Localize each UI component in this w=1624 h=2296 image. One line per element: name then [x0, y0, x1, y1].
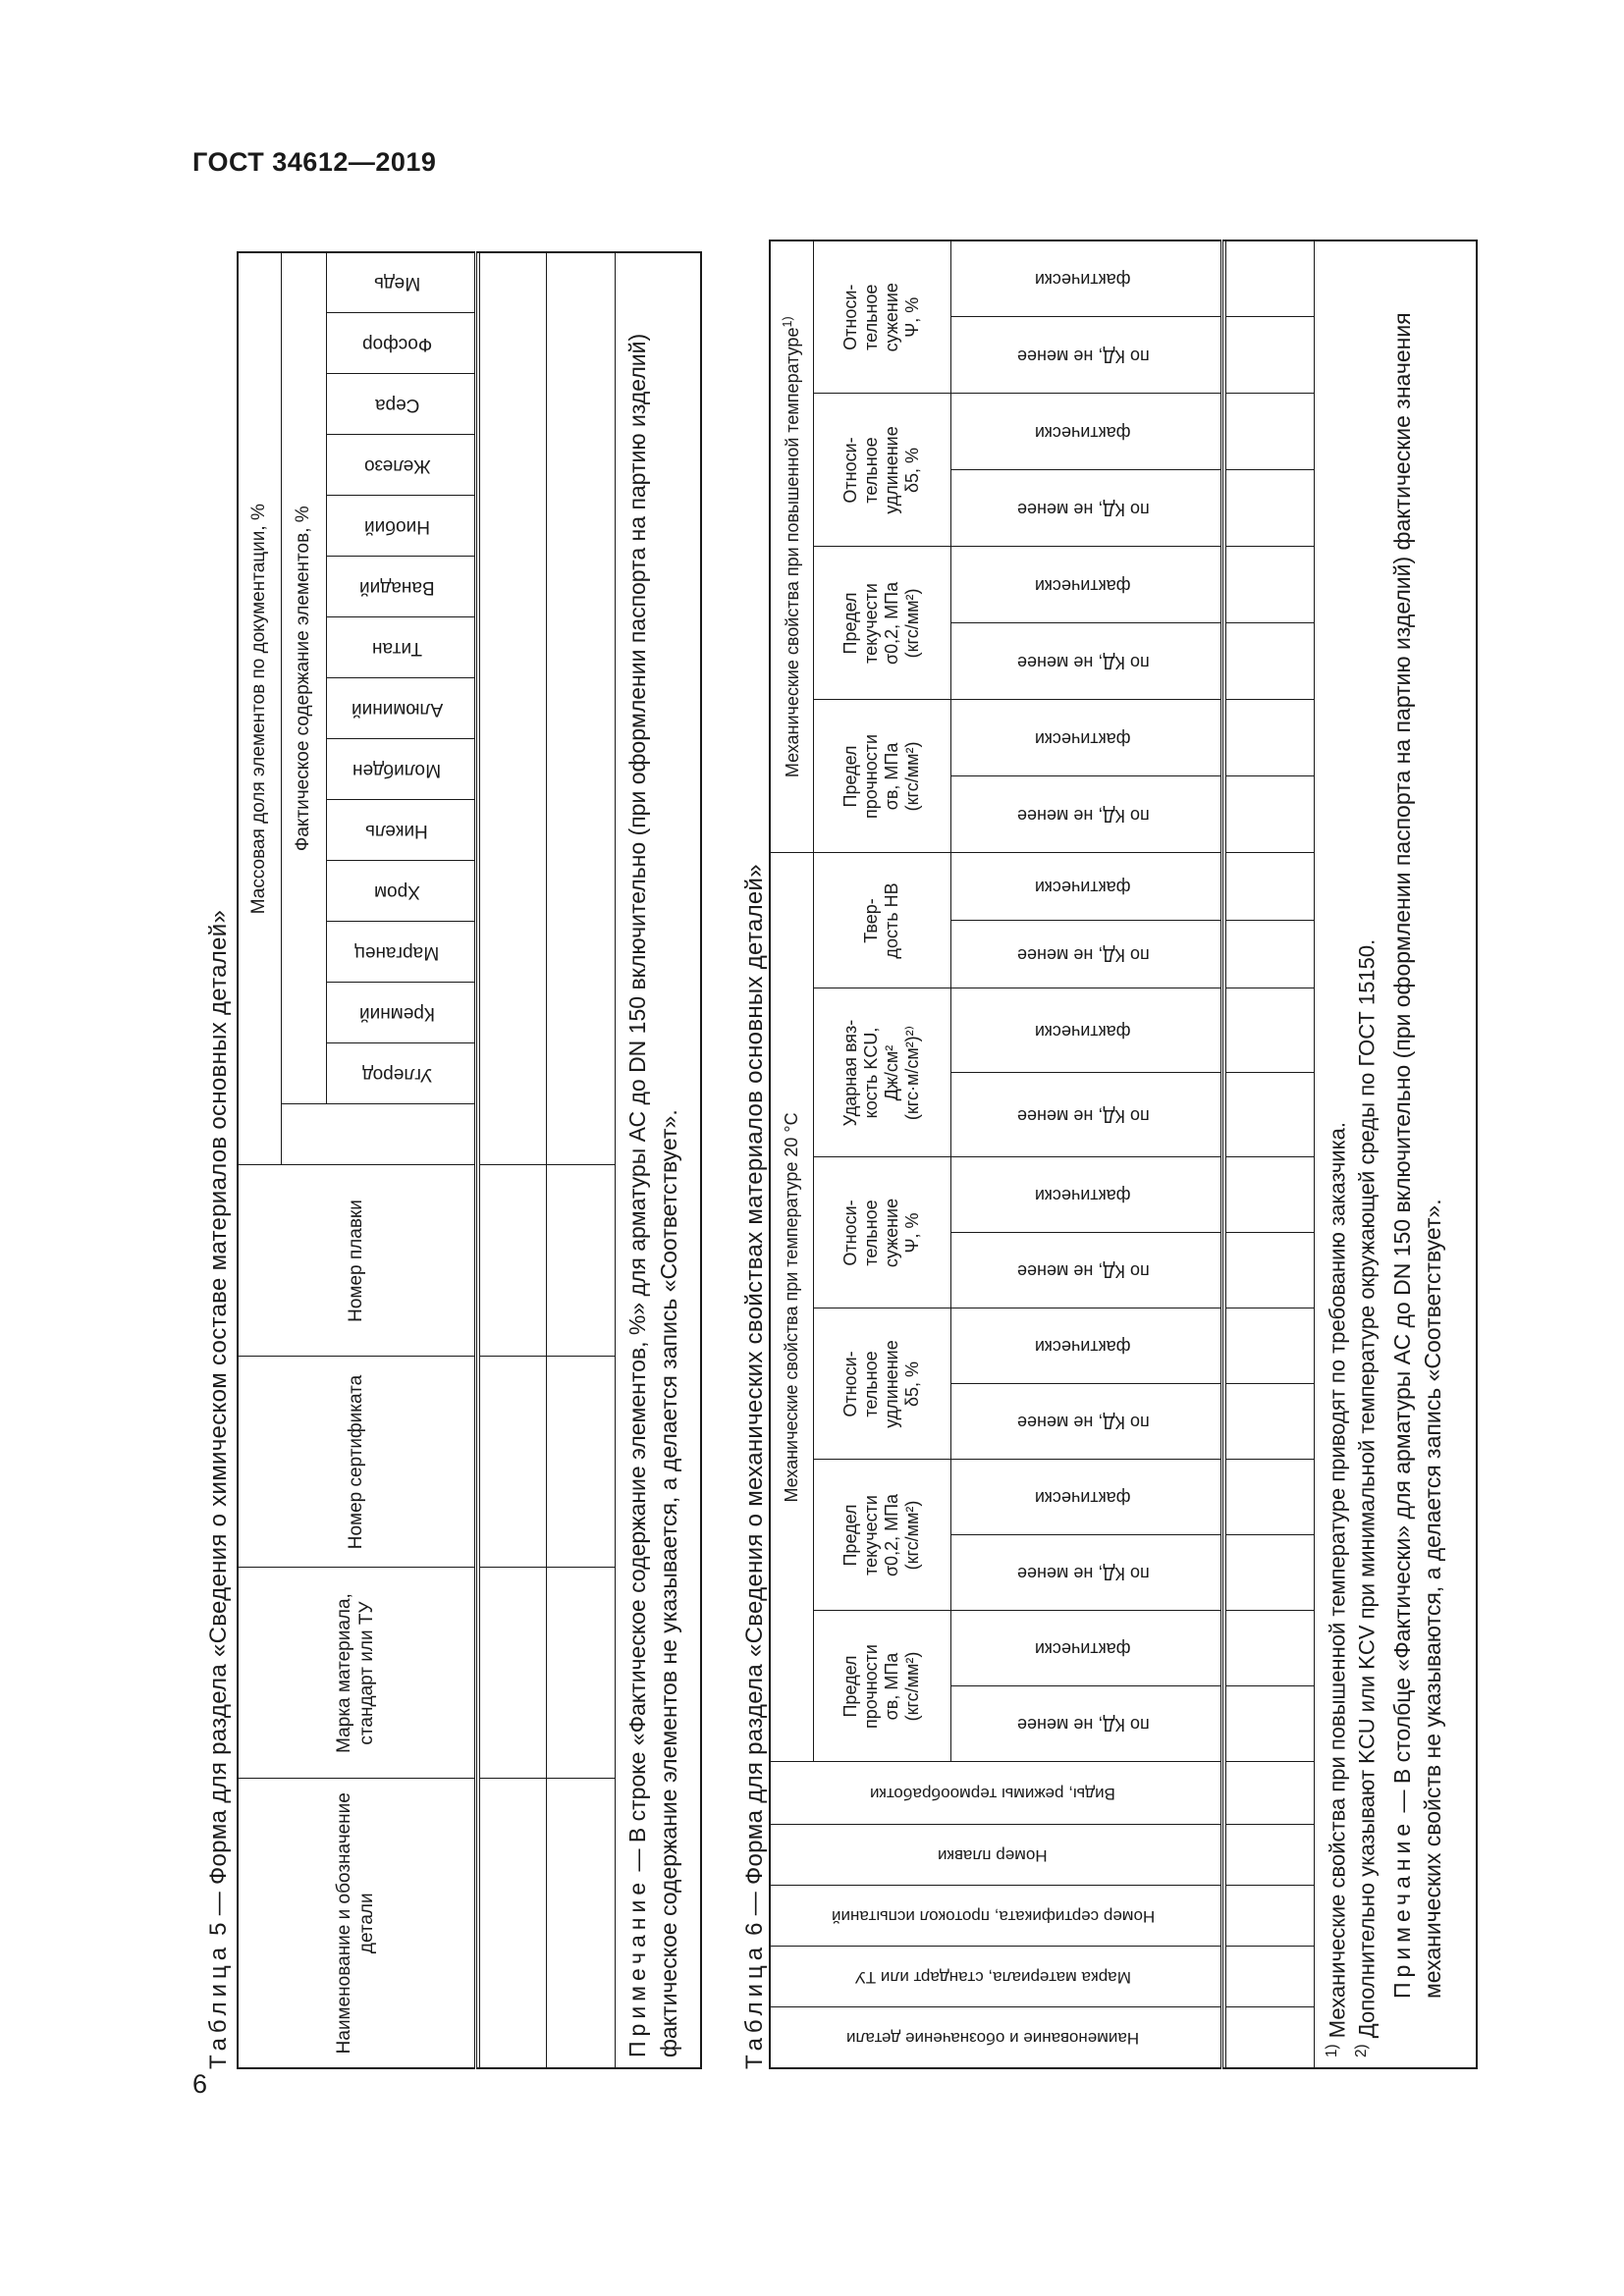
t5-cell	[479, 1568, 546, 1779]
t6-note	[1387, 251, 1449, 2057]
t6-row-label-text: Номер плавки	[938, 1846, 1049, 1866]
t6-actual-header	[950, 547, 1221, 623]
t6-min-header	[950, 921, 1221, 988]
t5-cell-mass	[479, 252, 546, 1165]
t6-actual-label: фактически	[1035, 728, 1131, 749]
t5-element-label: Фосфор	[361, 334, 432, 355]
t6-actual-header	[950, 240, 1221, 317]
t5-cell	[546, 1165, 615, 1357]
table5-caption-word: Таблица	[205, 1942, 232, 2069]
t5-element-label: Алюминий	[351, 699, 443, 721]
t5-element-label: Хром	[373, 881, 420, 903]
t6-prop-header: Предел прочности σв, МПа (кгс/мм²)	[813, 1611, 950, 1762]
t5-element	[326, 496, 475, 557]
t5-cell	[546, 1568, 615, 1779]
t6-actual-label: фактически	[1035, 1186, 1131, 1206]
t6-min-label: по КД, не менее	[1016, 1105, 1150, 1126]
t5-element-label: Медь	[373, 273, 420, 294]
t6-min-label: по КД, не менее	[1016, 945, 1150, 966]
t6-group-20: Механические свойства при температуре 20 °С	[770, 853, 813, 1762]
t6-prop-header: Относи- тельное удлинение δ5, %	[813, 1308, 950, 1460]
t5-cell-actual	[546, 252, 615, 1165]
t6-min-header	[950, 317, 1221, 394]
t6-actual-label: фактически	[1035, 878, 1131, 898]
t6-min-header	[950, 1384, 1221, 1460]
t6-min-header	[950, 623, 1221, 700]
t6-actual-header	[950, 394, 1221, 470]
t6-prop-header: Предел текучести σ0,2, МПа (кгс/мм²)	[813, 547, 950, 700]
t5-blank	[281, 1104, 475, 1165]
t6-min-label: по КД, не менее	[1016, 1564, 1150, 1584]
t5-element	[326, 617, 475, 678]
t5-element-label: Титан	[371, 638, 422, 660]
t6-data-cell	[1225, 1233, 1314, 1308]
t6-data-cell	[1225, 1384, 1314, 1460]
t6-data-cell	[1225, 1535, 1314, 1611]
t6-actual-header	[950, 1611, 1221, 1686]
t6-min-label: по КД, не менее	[1016, 1261, 1150, 1282]
t6-data-cell	[1225, 623, 1314, 700]
t6-data-cell	[1225, 317, 1314, 394]
t6-footnote-2-text: Дополнительно указывают KCU или KCV при минимальной температуре окружающей среды по ГОСТ 15150.	[1353, 938, 1379, 2039]
t6-prop-header: Предел прочности σв, МПа (кгс/мм²)	[813, 700, 950, 853]
t6-min-header	[950, 1535, 1221, 1611]
t6-prop-header: Относи- тельное сужение Ψ, %	[813, 240, 950, 394]
t5-element	[326, 983, 475, 1043]
t6-actual-header	[950, 1460, 1221, 1535]
t5-element-label: Ниобий	[363, 516, 430, 538]
t6-actual-label: фактически	[1035, 422, 1131, 443]
t6-actual-label: фактически	[1035, 1021, 1131, 1041]
t6-data-cell	[1225, 700, 1314, 776]
t6-actual-header	[950, 853, 1221, 921]
t6-row-label-text: Наименование и обозначение детали	[846, 2028, 1140, 2048]
t5-element	[326, 435, 475, 496]
t5-note-word: Примечание	[623, 1877, 650, 2057]
t6-min-label: по КД, не менее	[1016, 1715, 1150, 1735]
t6-min-label: по КД, не менее	[1016, 805, 1150, 826]
t6-data-cell	[1225, 1947, 1314, 2007]
t5-cell	[479, 1165, 546, 1357]
t5-element	[326, 374, 475, 435]
t5-element-label: Ванадий	[358, 577, 435, 599]
table6	[769, 240, 1478, 2069]
t6-data-cell	[1225, 1886, 1314, 1947]
t5-element-label: Никель	[365, 821, 429, 842]
t6-data-cell	[1225, 394, 1314, 470]
t5-element-label: Сера	[374, 395, 419, 416]
t6-prop-header: Твер- дость НВ	[813, 853, 950, 988]
t6-data-cell	[1225, 240, 1314, 317]
t6-data-cell	[1225, 853, 1314, 921]
t5-col-name: Наименование и обозначение детали	[238, 1779, 475, 2068]
t6-prop-header: Относи- тельное сужение Ψ, %	[813, 1157, 950, 1308]
t5-element	[326, 678, 475, 739]
document-header: ГОСТ 34612—2019	[192, 147, 437, 177]
t6-prop-header: Предел текучести σ0,2, МПа (кгс/мм²)	[813, 1460, 950, 1611]
t6-row-label	[770, 1762, 1221, 1825]
t5-element	[326, 922, 475, 983]
t5-element	[326, 1043, 475, 1104]
t5-col-material: Марка материала, стандарт или ТУ	[238, 1568, 475, 1779]
t6-footnote-1: $^{1)}$ Механические свойства при повышенной температуре приводят по требованию заказчика.	[1323, 1121, 1349, 2057]
t5-element-label: Молибден	[352, 760, 442, 781]
t6-prop-header: Ударная вяз- кость KCU, Дж/см² (кгс·м/см²)²⁾	[813, 988, 950, 1157]
t6-row-label	[770, 1825, 1221, 1886]
t6-data-cell	[1225, 1825, 1314, 1886]
t6-data-cell	[1225, 547, 1314, 623]
t6-actual-label: фактически	[1035, 269, 1131, 290]
t6-min-label: по КД, не менее	[1016, 346, 1150, 366]
t6-data-cell	[1225, 776, 1314, 853]
t5-element-label: Железо	[363, 455, 431, 477]
t5-cell	[546, 1779, 615, 2068]
t6-min-header	[950, 1686, 1221, 1762]
t6-min-header	[950, 1233, 1221, 1308]
t6-data-cell	[1225, 1686, 1314, 1762]
t6-min-header	[950, 470, 1221, 547]
t6-data-cell	[1225, 988, 1314, 1073]
t6-actual-header	[950, 1157, 1221, 1233]
t6-data-cell	[1225, 1762, 1314, 1825]
t6-min-header	[950, 1073, 1221, 1157]
t6-actual-label: фактически	[1035, 1639, 1131, 1660]
t6-min-header	[950, 776, 1221, 853]
t5-group-mass: Массовая доля элементов по документации, %	[238, 252, 281, 1165]
t6-data-cell	[1225, 470, 1314, 547]
t5-col-cert: Номер сертификата	[238, 1357, 475, 1568]
t5-note-cell	[615, 252, 701, 2068]
rotated-content	[201, 226, 1527, 2071]
t5-element	[326, 313, 475, 374]
t5-element	[326, 861, 475, 922]
t6-data-cell	[1225, 1157, 1314, 1233]
t6-actual-label: фактически	[1035, 1337, 1131, 1358]
t6-row-label	[770, 1947, 1221, 2007]
t6-actual-header	[950, 1308, 1221, 1384]
t6-data-cell	[1225, 921, 1314, 988]
table5-caption-text: 5 — Форма для раздела «Сведения о химическом составе материалов основных деталей»	[205, 909, 232, 1936]
t5-element	[326, 739, 475, 800]
t6-min-label: по КД, не менее	[1016, 499, 1150, 519]
t5-col-heat: Номер плавки	[238, 1165, 475, 1357]
t6-group-hot-text: Механические свойства при повышенной температуре	[782, 327, 802, 778]
t5-element-label: Марганец	[354, 942, 440, 964]
t6-data-cell	[1225, 1611, 1314, 1686]
t5-note-text: — В строке «Фактическое содержание элементов, %» для арматуры АС до DN 150 включительно (при оформлении паспорта на партию изделий) фактическое содержание элементов не указывается, а делается запись «Соответствует».	[623, 333, 681, 2057]
page-number: 6	[192, 2069, 208, 2099]
t5-cell	[479, 1779, 546, 2068]
t6-min-label: по КД, не менее	[1016, 652, 1150, 672]
table6-caption	[741, 864, 769, 2069]
t5-cell	[546, 1357, 615, 1568]
t5-element	[326, 800, 475, 861]
t5-element	[326, 252, 475, 313]
t5-element	[326, 557, 475, 617]
t6-notes-cell	[1314, 240, 1477, 2068]
table6-caption-word: Таблица	[741, 1942, 768, 2069]
t5-element-label: Углерод	[361, 1064, 432, 1086]
t6-actual-label: фактически	[1035, 575, 1131, 596]
t6-actual-header	[950, 988, 1221, 1073]
t6-footnote-2: $^{2)}$ Дополнительно указывают KCU или KCV при минимальной температуре окружающей среды по ГОСТ 15150.	[1352, 938, 1379, 2057]
t6-data-cell	[1225, 2007, 1314, 2068]
t6-row-label-text: Номер сертификата, протокол испытаний	[831, 1907, 1155, 1927]
table5	[237, 251, 702, 2069]
t6-actual-label: фактически	[1035, 1488, 1131, 1509]
t6-data-cell	[1225, 1460, 1314, 1535]
t6-footnote-1-text: Механические свойства при повышенной температуре приводят по требованию заказчика.	[1324, 1121, 1349, 2039]
t6-note-text: — В столбце «Фактически» для арматуры АС до DN 150 включительно (при оформлении паспорта на партию изделий) фактические значения механических свойств не указываются, а делается запись «Соответствует».	[1388, 312, 1446, 1999]
table5-caption	[205, 910, 233, 2069]
table6-caption-text: 6 — Форма для раздела «Сведения о механических свойствах материалов основных деталей»	[741, 864, 768, 1936]
t6-data-cell	[1225, 1073, 1314, 1157]
t6-prop-header: Относи- тельное удлинение δ5, %	[813, 394, 950, 547]
t6-row-label	[770, 2007, 1221, 2068]
t6-data-cell	[1225, 1308, 1314, 1384]
t5-group-actual: Фактическое содержание элементов, %	[281, 252, 326, 1104]
t6-group-hot: Механические свойства при повышенной температуре$^{1)}$	[770, 240, 813, 853]
t5-element-label: Кремний	[358, 1003, 435, 1025]
t6-row-label-text: Марка материала, стандарт или ТУ	[854, 1968, 1131, 1988]
t5-cell	[479, 1357, 546, 1568]
t6-note-word: Примечание	[1388, 1818, 1415, 1999]
t6-min-label: по КД, не менее	[1016, 1413, 1150, 1433]
t6-actual-header	[950, 700, 1221, 776]
t6-row-label	[770, 1886, 1221, 1947]
t6-row-label-text: Виды, режимы термообработки	[870, 1785, 1116, 1804]
